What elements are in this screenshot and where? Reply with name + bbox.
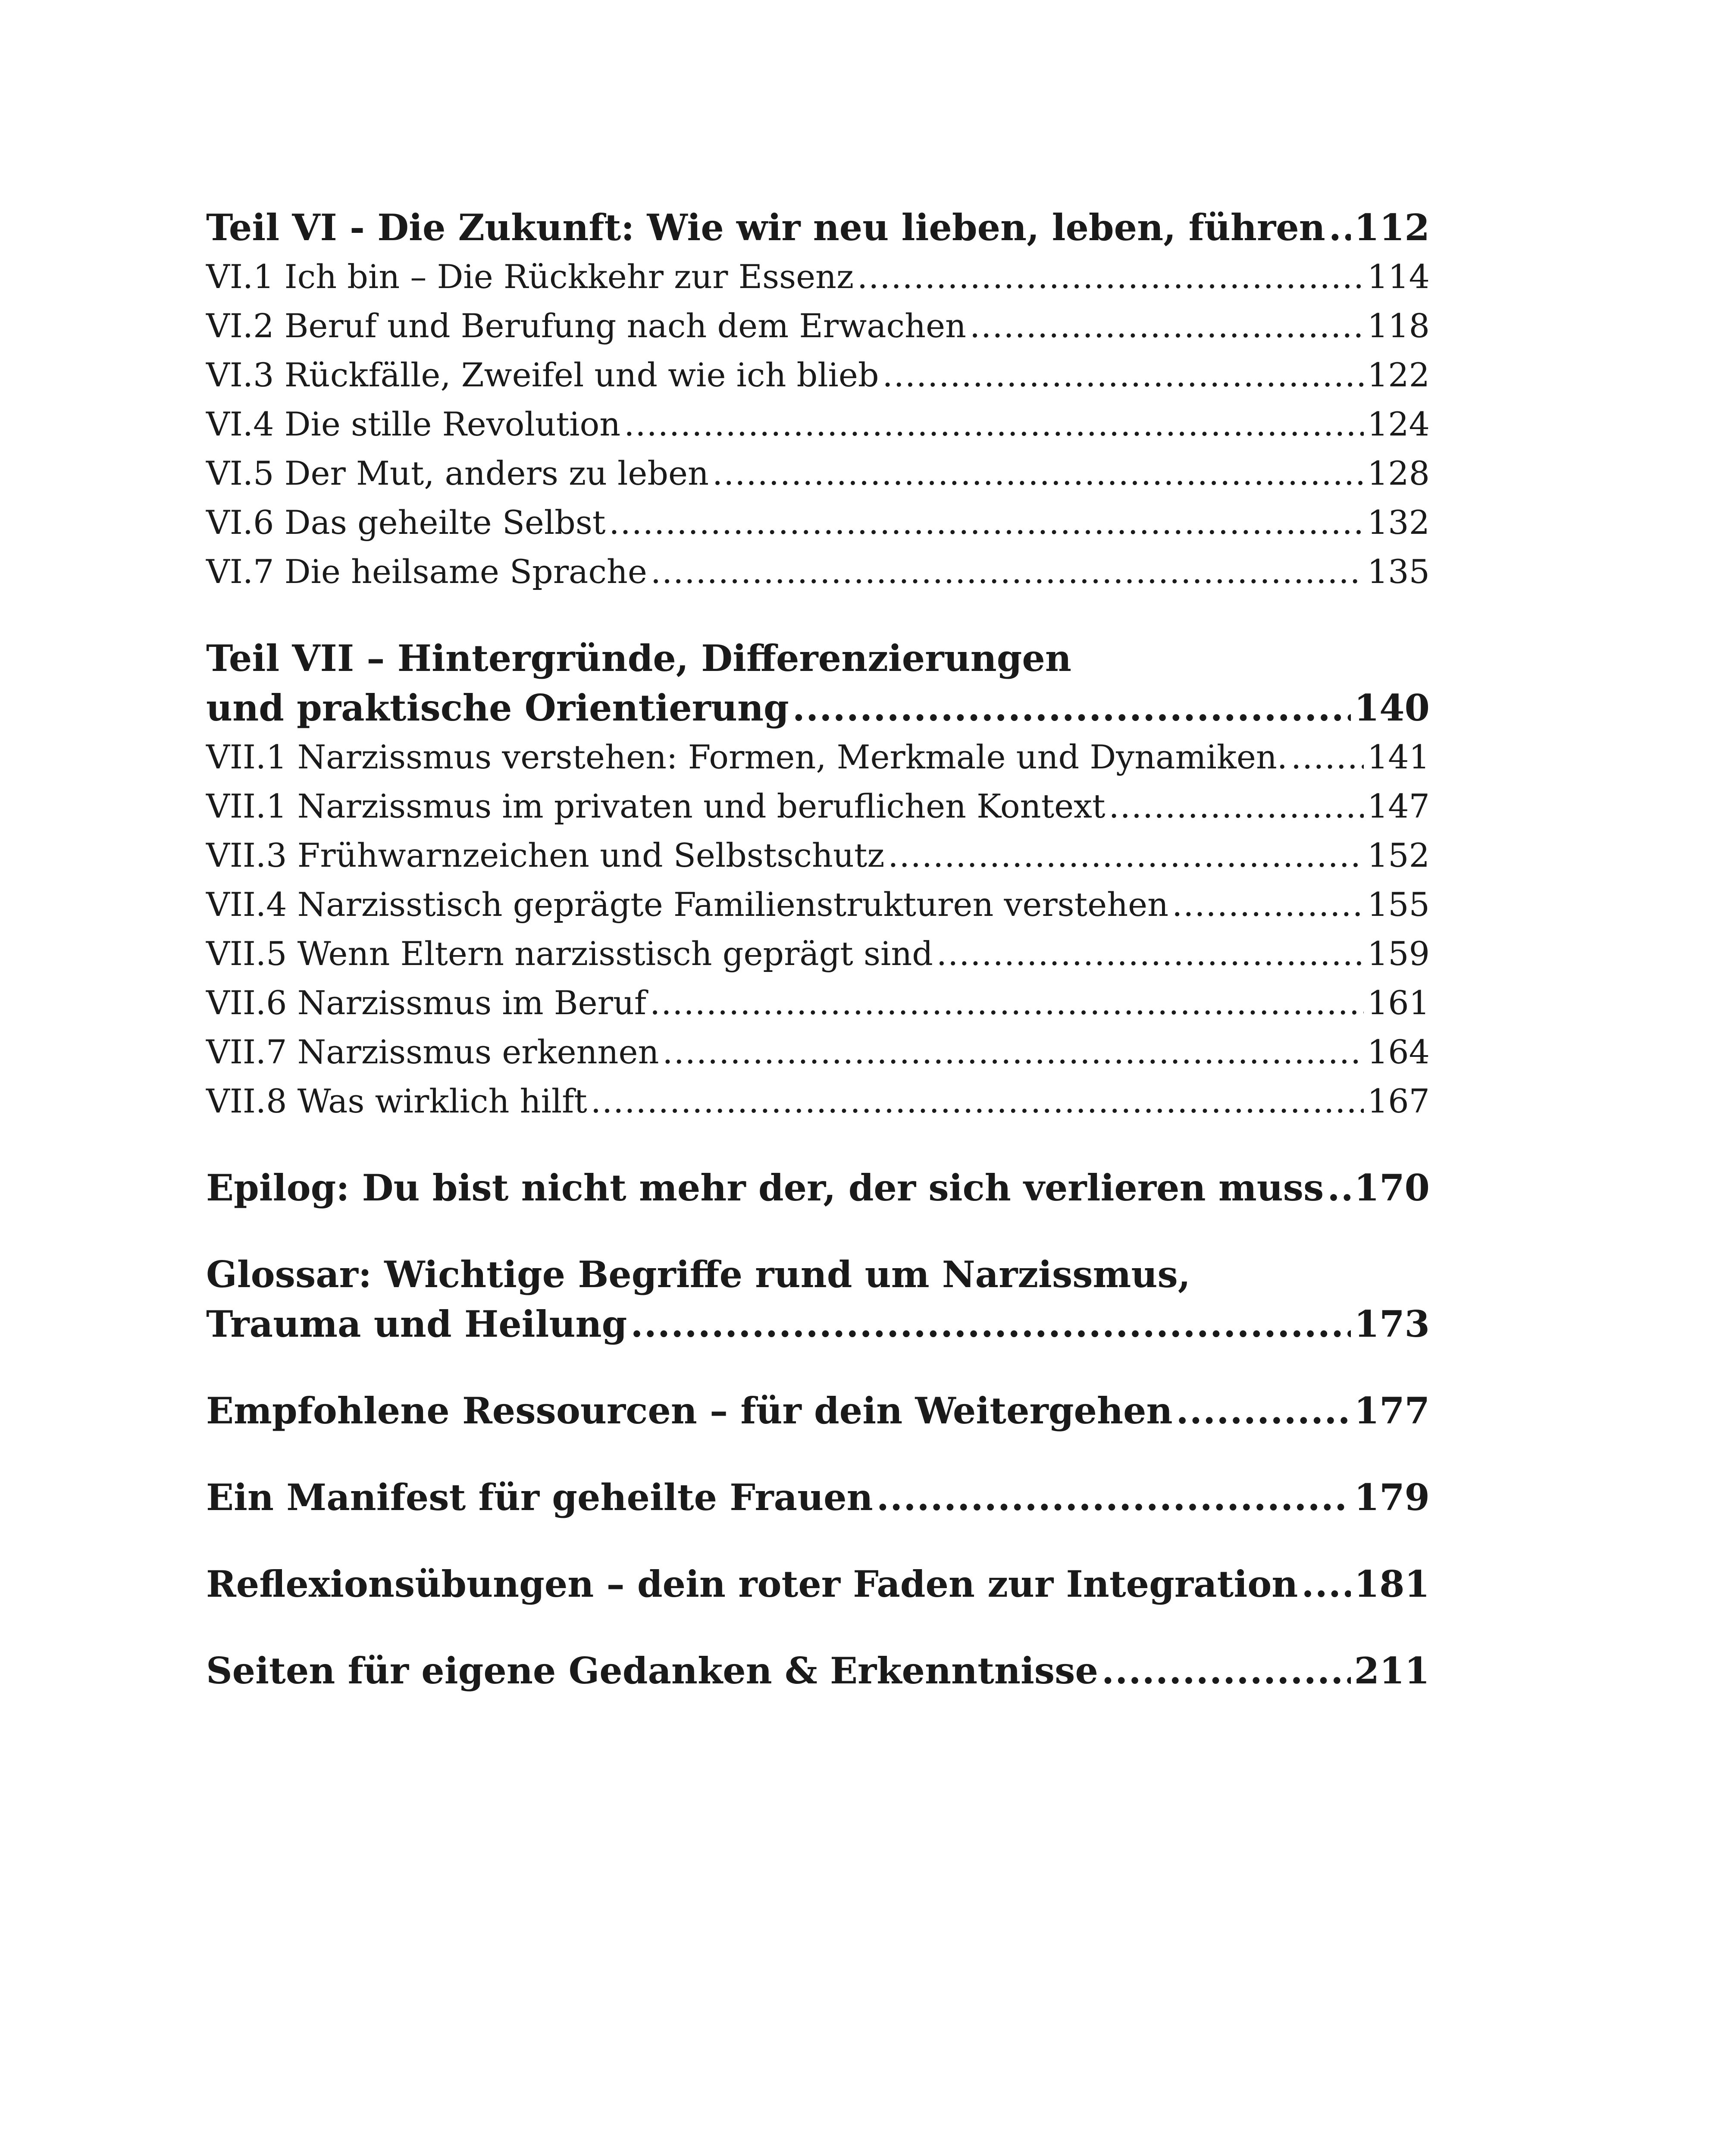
toc-entry-title: Epilog: Du bist nicht mehr der, der sich verlieren muss	[206, 1166, 1324, 1209]
toc-entry-title-line-1: Glossar: Wichtige Begriffe rund um Narzissmus,	[206, 1253, 1191, 1296]
toc-subentry[interactable]	[206, 351, 1430, 400]
toc-entry-part-6[interactable]	[206, 203, 1430, 252]
toc-entry-glossar[interactable]	[206, 1250, 1430, 1349]
toc-subentry-title: VI.4 Die stille Revolution	[206, 405, 621, 443]
dot-leader	[970, 301, 1364, 351]
toc-page-number: 124	[1367, 405, 1430, 443]
toc-page-number: 167	[1367, 1082, 1430, 1120]
dot-leader	[662, 1028, 1364, 1077]
toc-subentry-title: VII.8 Was wirklich hilft	[206, 1082, 587, 1120]
toc-subentry-title: VII.7 Narzissmus erkennen	[206, 1033, 659, 1071]
toc-page-number: 179	[1354, 1476, 1430, 1519]
spacer	[206, 1522, 1430, 1559]
toc-subentry-title: VI.7 Die heilsame Sprache	[206, 552, 647, 591]
toc-subentry[interactable]	[206, 978, 1430, 1028]
toc-entry-manifest[interactable]	[206, 1473, 1430, 1522]
toc-entry-reflexion[interactable]	[206, 1559, 1430, 1609]
toc-subentry[interactable]	[206, 498, 1430, 547]
toc-subentry-title: VI.6 Das geheilte Selbst	[206, 503, 606, 542]
toc-subentry[interactable]	[206, 1077, 1430, 1126]
toc-page-number: 211	[1354, 1649, 1430, 1692]
toc-page-number: 122	[1367, 356, 1430, 394]
dot-leader	[1291, 733, 1364, 782]
dot-leader	[651, 547, 1364, 596]
toc-page-number: 118	[1367, 307, 1430, 345]
table-of-contents	[206, 203, 1430, 1695]
toc-entry-title: Seiten für eigene Gedanken & Erkenntnisse	[206, 1649, 1098, 1692]
toc-page-number: 135	[1367, 552, 1430, 591]
dot-leader	[591, 1077, 1364, 1126]
toc-page-number: 155	[1367, 885, 1430, 924]
dot-leader	[1176, 1386, 1351, 1435]
toc-subentry-title: VI.1 Ich bin – Die Rückkehr zur Essenz	[206, 257, 854, 296]
dot-leader	[792, 683, 1351, 733]
toc-entry-epilog[interactable]	[206, 1163, 1430, 1213]
dot-leader	[1109, 782, 1364, 831]
toc-subentry-title: VII.1 Narzissmus im privaten und beruflichen Kontext	[206, 787, 1106, 825]
spacer	[206, 1609, 1430, 1646]
dot-leader	[877, 1473, 1351, 1522]
toc-subentry-title: VII.6 Narzissmus im Beruf	[206, 984, 647, 1022]
toc-page-number: 181	[1354, 1563, 1430, 1605]
toc-entry-title: Reflexionsübungen – dein roter Faden zur Integration	[206, 1563, 1298, 1605]
toc-page-number: 112	[1354, 206, 1430, 249]
toc-subentry[interactable]	[206, 831, 1430, 880]
toc-subentry-title: VI.3 Rückfälle, Zweifel und wie ich blieb	[206, 356, 879, 394]
spacer	[206, 1126, 1430, 1163]
toc-subentry[interactable]	[206, 547, 1430, 596]
toc-page-number: 114	[1367, 257, 1430, 296]
toc-subentry[interactable]	[206, 449, 1430, 498]
dot-leader	[712, 449, 1364, 498]
dot-leader	[609, 498, 1364, 547]
dot-leader	[630, 1299, 1350, 1349]
toc-subentry[interactable]	[206, 301, 1430, 351]
toc-page-number: 141	[1367, 738, 1430, 776]
toc-page-number: 173	[1354, 1303, 1430, 1345]
dot-leader	[936, 929, 1364, 978]
toc-subentry[interactable]	[206, 1028, 1430, 1077]
dot-leader	[1327, 1163, 1350, 1213]
dot-leader	[1102, 1646, 1351, 1695]
toc-subentry-title: VII.4 Narzisstisch geprägte Familienstrukturen verstehen	[206, 885, 1169, 924]
toc-page-number: 164	[1367, 1033, 1430, 1071]
toc-page-number: 159	[1367, 934, 1430, 973]
toc-entry-seiten[interactable]	[206, 1646, 1430, 1695]
toc-subentry-title: VI.5 Der Mut, anders zu leben	[206, 454, 709, 492]
toc-subentry[interactable]	[206, 733, 1430, 782]
toc-entry-ressourcen[interactable]	[206, 1386, 1430, 1435]
toc-entry-part-7[interactable]	[206, 633, 1430, 733]
toc-subentry[interactable]	[206, 929, 1430, 978]
dot-leader	[888, 831, 1364, 880]
dot-leader	[1329, 203, 1351, 252]
toc-subentry[interactable]	[206, 252, 1430, 301]
toc-page-number: 128	[1367, 454, 1430, 492]
spacer	[206, 596, 1430, 633]
toc-entry-title-line-1: Teil VII – Hintergründe, Differenzierungen	[206, 637, 1071, 680]
dot-leader	[624, 400, 1364, 449]
toc-entry-title: Empfohlene Ressourcen – für dein Weitergehen	[206, 1389, 1173, 1432]
toc-entry-title: Ein Manifest für geheilte Frauen	[206, 1476, 873, 1519]
toc-page-number: 177	[1354, 1389, 1430, 1432]
dot-leader	[650, 978, 1364, 1028]
toc-subentry-title: VII.1 Narzissmus verstehen: Formen, Merkmale und Dynamiken.	[206, 738, 1287, 776]
dot-leader	[857, 252, 1364, 301]
toc-subentry[interactable]	[206, 782, 1430, 831]
toc-page-number: 147	[1367, 787, 1430, 825]
dot-leader	[1301, 1559, 1350, 1609]
spacer	[206, 1349, 1430, 1386]
toc-subentry-title: VII.3 Frühwarnzeichen und Selbstschutz	[206, 836, 885, 874]
toc-subentry-title: VII.5 Wenn Eltern narzisstisch geprägt sind	[206, 934, 933, 973]
toc-subentry[interactable]	[206, 880, 1430, 929]
toc-page-number: 132	[1367, 503, 1430, 542]
toc-page-number: 140	[1354, 686, 1430, 729]
spacer	[206, 1213, 1430, 1250]
toc-entry-title-line-2: Trauma und Heilung	[206, 1303, 627, 1345]
toc-subentry[interactable]	[206, 400, 1430, 449]
toc-page-number: 161	[1367, 984, 1430, 1022]
toc-entry-title: Teil VI - Die Zukunft: Wie wir neu lieben, leben, führen	[206, 206, 1325, 249]
dot-leader	[883, 351, 1364, 400]
toc-entry-title-line-2: und praktische Orientierung	[206, 686, 789, 729]
dot-leader	[1172, 880, 1364, 929]
spacer	[206, 1435, 1430, 1473]
toc-page-number: 152	[1367, 836, 1430, 874]
toc-subentry-title: VI.2 Beruf und Berufung nach dem Erwachen	[206, 307, 966, 345]
toc-page-number: 170	[1354, 1166, 1430, 1209]
